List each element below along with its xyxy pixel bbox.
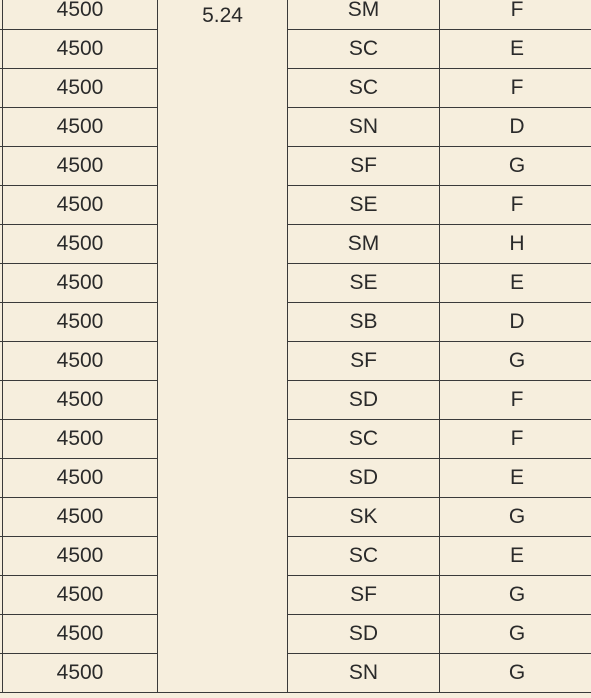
amount-cell[interactable]: 4500 (3, 225, 158, 264)
code-cell[interactable]: SM (288, 0, 440, 30)
amount-cell[interactable]: 4500 (3, 30, 158, 69)
grade-cell[interactable]: E (440, 30, 591, 69)
grade-cell[interactable]: E (440, 537, 591, 576)
amount-cell[interactable]: 4500 (3, 147, 158, 186)
amount-cell[interactable]: 4500 (3, 342, 158, 381)
table-row (0, 420, 591, 459)
grade-cell[interactable]: G (440, 147, 591, 186)
grade-cell[interactable]: G (440, 615, 591, 654)
amount-cell[interactable]: 4500 (3, 108, 158, 147)
grade-cell[interactable]: E (440, 264, 591, 303)
amount-cell[interactable]: 4500 (3, 420, 158, 459)
code-cell[interactable]: SB (288, 303, 440, 342)
code-cell[interactable]: SC (288, 537, 440, 576)
amount-cell[interactable]: 4500 (3, 69, 158, 108)
amount-cell[interactable]: 4500 (3, 654, 158, 693)
code-cell[interactable]: SF (288, 147, 440, 186)
table-row (0, 303, 591, 342)
code-cell[interactable]: SK (288, 498, 440, 537)
table-row (0, 69, 591, 108)
table-row (0, 108, 591, 147)
table-row (0, 225, 591, 264)
amount-cell[interactable]: 4500 (3, 576, 158, 615)
amount-cell[interactable]: 4500 (3, 303, 158, 342)
grade-cell[interactable]: G (440, 654, 591, 693)
code-cell[interactable]: SM (288, 225, 440, 264)
amount-cell[interactable]: 4500 (3, 0, 158, 30)
code-cell[interactable]: SF (288, 576, 440, 615)
grade-cell[interactable]: G (440, 576, 591, 615)
code-cell[interactable]: SF (288, 342, 440, 381)
code-cell[interactable]: SN (288, 108, 440, 147)
table-row (0, 537, 591, 576)
table-row (0, 459, 591, 498)
table-row (0, 654, 591, 693)
table-row (0, 615, 591, 654)
grade-cell[interactable]: F (440, 420, 591, 459)
grade-cell[interactable]: E (440, 459, 591, 498)
amount-cell[interactable]: 4500 (3, 381, 158, 420)
code-cell[interactable]: SC (288, 30, 440, 69)
table-row (0, 186, 591, 225)
grade-cell[interactable]: D (440, 303, 591, 342)
table-row (0, 576, 591, 615)
table-row (0, 342, 591, 381)
grade-cell[interactable]: G (440, 498, 591, 537)
table-row (0, 0, 591, 30)
code-cell[interactable]: SE (288, 186, 440, 225)
amount-cell[interactable]: 4500 (3, 537, 158, 576)
code-cell[interactable]: SD (288, 381, 440, 420)
grade-cell[interactable]: D (440, 108, 591, 147)
merged-value-cell[interactable]: 5.24 (158, 0, 288, 693)
grade-cell[interactable]: F (440, 0, 591, 30)
amount-cell[interactable]: 4500 (3, 264, 158, 303)
code-cell[interactable]: SC (288, 69, 440, 108)
code-cell[interactable]: SD (288, 615, 440, 654)
table-row (0, 498, 591, 537)
code-cell[interactable]: SC (288, 420, 440, 459)
amount-cell[interactable]: 4500 (3, 498, 158, 537)
amount-cell[interactable]: 4500 (3, 615, 158, 654)
amount-cell[interactable]: 4500 (3, 459, 158, 498)
table-row (0, 381, 591, 420)
amount-cell[interactable]: 4500 (3, 186, 158, 225)
grade-cell[interactable]: H (440, 225, 591, 264)
table-row (0, 264, 591, 303)
table-row (0, 30, 591, 69)
code-cell[interactable]: SN (288, 654, 440, 693)
code-cell[interactable]: SD (288, 459, 440, 498)
grade-cell[interactable]: G (440, 342, 591, 381)
grade-cell[interactable]: F (440, 186, 591, 225)
grade-cell[interactable]: F (440, 381, 591, 420)
grade-cell[interactable]: F (440, 69, 591, 108)
table-row (0, 147, 591, 186)
code-cell[interactable]: SE (288, 264, 440, 303)
